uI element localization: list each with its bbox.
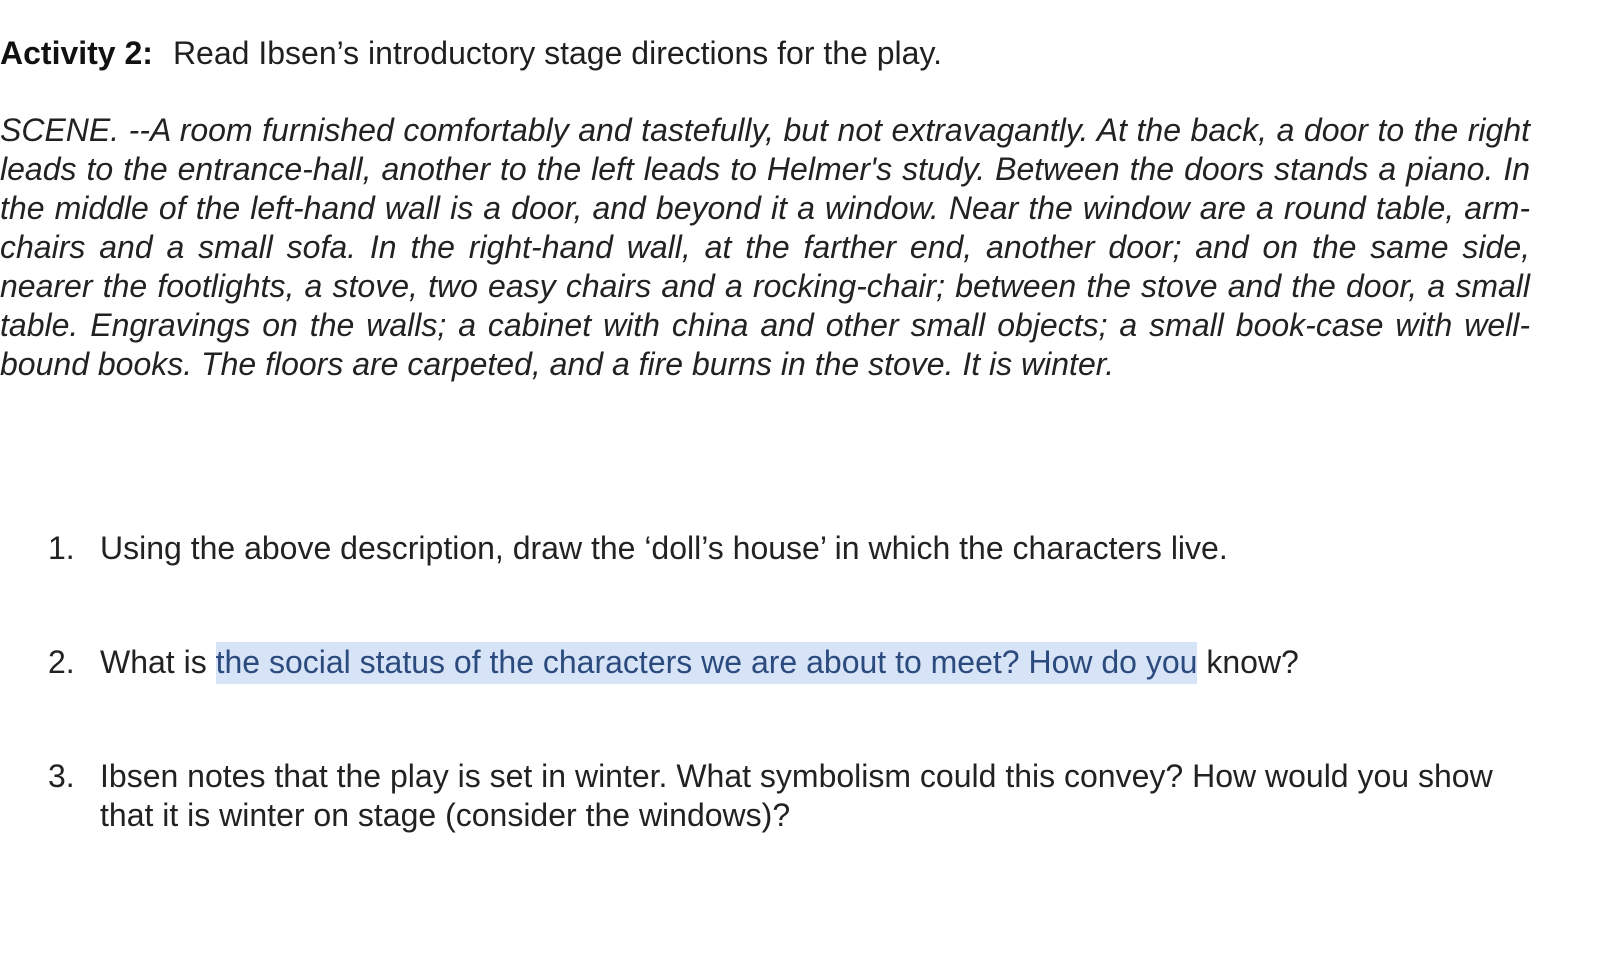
question-text: [100, 643, 1540, 682]
activity-heading: [0, 33, 942, 73]
question-text-before: What is: [100, 644, 216, 680]
question-item: [0, 643, 1540, 682]
scene-directions: SCENE. --A room furnished comfortably and tastefully, but not extravagantly. At the back, a door to the right leads to the entrance-hall, another to the left leads to Helmer's study. Between the doors stands a piano. In the middle of the left-hand wall is a door, and beyond it a window. Near the window are a round table, arm-chairs and a small sofa. In the right-hand wall, at the farther end, another door; and on the same side, nearer the footlights, a stove, two easy chairs and a rocking-chair; between the stove and the door, a small table. Engravings on the walls; a cabinet with china and other small objects; a small book-case with well-bound books. The floors are carpeted, and a fire burns in the stove. It is winter.: [0, 112, 1530, 382]
activity-instruction: Read Ibsen’s introductory stage directions for the play.: [172, 35, 942, 71]
question-item: [0, 757, 1520, 835]
question-item: [0, 529, 1540, 568]
question-number: 2.: [48, 644, 75, 680]
selected-text-highlight[interactable]: the social status of the characters we are about to meet? How do you: [216, 642, 1198, 684]
activity-label: Activity 2:: [0, 35, 153, 71]
question-number: 3.: [48, 758, 75, 794]
question-text-after: know?: [1197, 644, 1299, 680]
question-text: Ibsen notes that the play is set in winter. What symbolism could this convey? How would you show that it is winter on stage (consider the windows)?: [100, 758, 1493, 833]
question-text: Using the above description, draw the ‘doll’s house’ in which the characters live.: [100, 530, 1228, 566]
question-number: 1.: [48, 530, 75, 566]
